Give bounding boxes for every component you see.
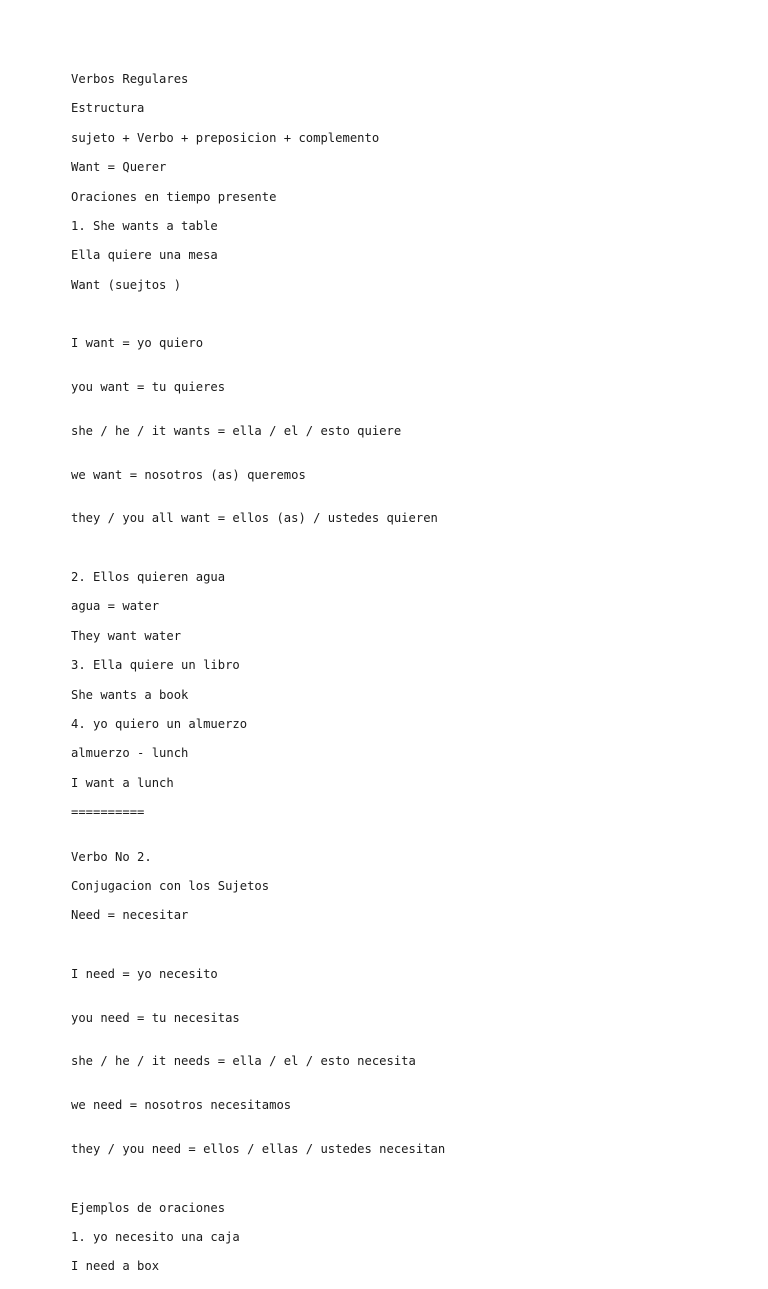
document-page xyxy=(71,72,748,1289)
vocab-agua: agua = water xyxy=(71,599,160,614)
conjugation-block-want xyxy=(71,307,748,555)
example-sentence-4: 4. yo quiero un almuerzo xyxy=(71,716,248,731)
document-title: Verbos Regulares xyxy=(71,72,189,86)
conjugation-line: we want = nosotros (as) queremos xyxy=(71,467,306,482)
example-translation-2: They want water xyxy=(71,628,182,643)
example-translation-need-1: I need a box xyxy=(71,1259,160,1274)
section-heading-examples: Ejemplos de oraciones xyxy=(71,1200,226,1215)
conjugation-line: she / he / it wants = ella / el / esto quiere xyxy=(71,423,402,438)
section-heading-present: Oraciones en tiempo presente xyxy=(71,189,277,204)
example-translation-4: I want a lunch xyxy=(71,775,174,790)
section-heading-verb-2: Verbo No 2. xyxy=(71,849,152,864)
conjugation-line: I want = yo quiero xyxy=(71,336,204,351)
example-sentence-3: 3. Ella quiere un libro xyxy=(71,658,240,673)
conjugation-block-need xyxy=(71,938,748,1186)
conjugation-line: they / you need = ellos / ellas / ustedes necesitan xyxy=(71,1142,446,1157)
blank-space xyxy=(71,835,748,850)
example-sentence-1: 1. She wants a table xyxy=(71,218,218,233)
example-translation-3: She wants a book xyxy=(71,687,189,702)
conjugation-line: I need = yo necesito xyxy=(71,966,218,981)
separator-line: ========== xyxy=(71,805,145,820)
verb-definition-want: Want = Querer xyxy=(71,160,167,175)
section-heading-want-subjects: Want (suejtos ) xyxy=(71,277,182,292)
vocab-almuerzo: almuerzo - lunch xyxy=(71,746,189,761)
conjugation-line: you want = tu quieres xyxy=(71,380,226,395)
section-heading-estructura: Estructura xyxy=(71,101,145,116)
conjugation-line: they / you all want = ellos (as) / ustedes quieren xyxy=(71,511,438,526)
verb-definition-need: Need = necesitar xyxy=(71,908,189,923)
conjugation-line: she / he / it needs = ella / el / esto necesita xyxy=(71,1054,416,1069)
conjugation-line: we need = nosotros necesitamos xyxy=(71,1098,292,1113)
example-sentence-need-1: 1. yo necesito una caja xyxy=(71,1229,240,1244)
structure-formula: sujeto + Verbo + preposicion + complemento xyxy=(71,130,380,145)
example-sentence-2: 2. Ellos quieren agua xyxy=(71,570,226,585)
section-heading-conjugation: Conjugacion con los Sujetos xyxy=(71,878,270,893)
example-translation-1: Ella quiere una mesa xyxy=(71,248,218,263)
conjugation-line: you need = tu necesitas xyxy=(71,1010,240,1025)
